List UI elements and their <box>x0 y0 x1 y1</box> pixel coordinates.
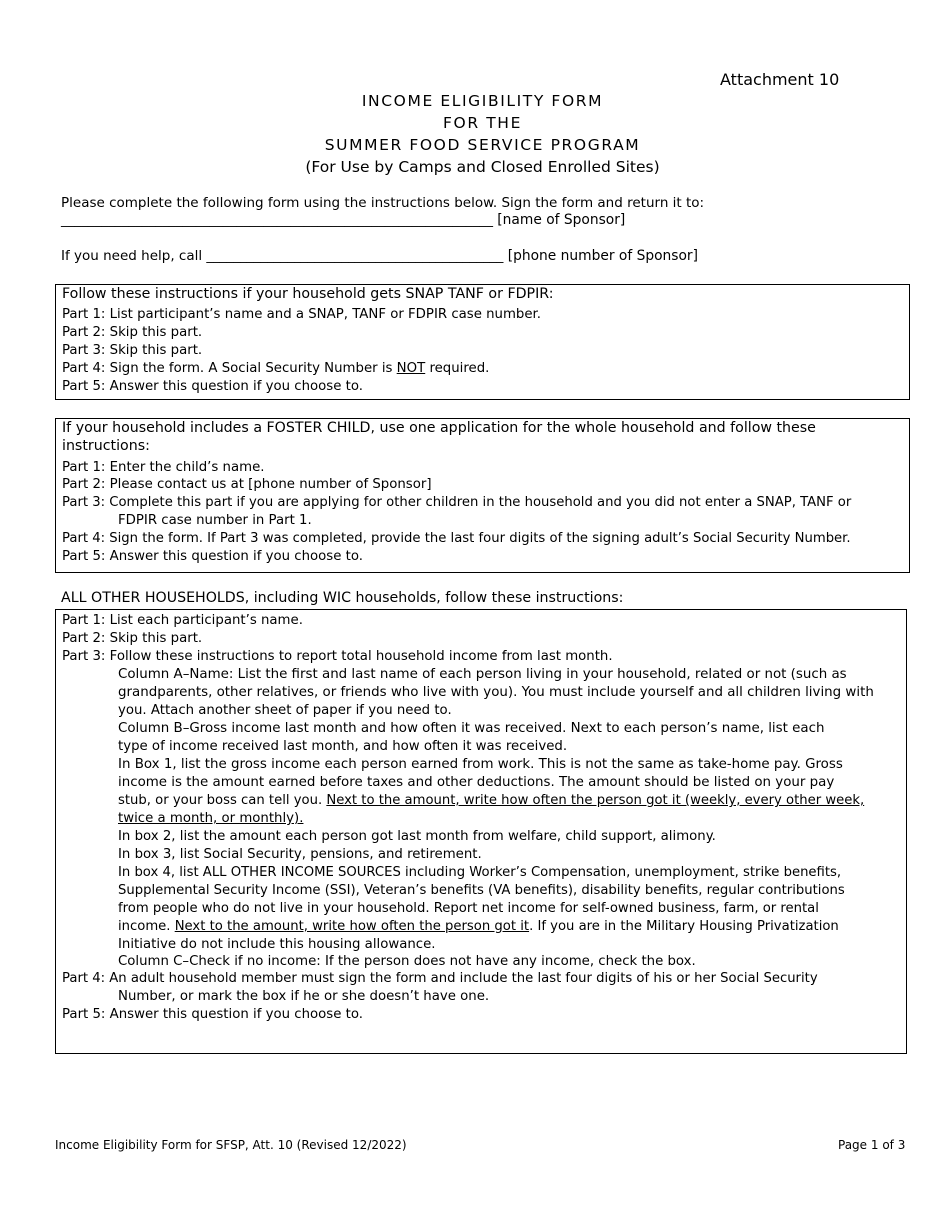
other-part-4: Part 4: An adult household member must sign the form and include the last four digits of his or her Social Security <box>62 971 818 986</box>
snap-heading: Follow these instructions if your household gets SNAP TANF or FDPIR: <box>62 286 554 302</box>
box-1-line-4: twice a month, or monthly). <box>118 811 304 826</box>
other-part-5: Part 5: Answer this question if you choose to. <box>62 1007 363 1022</box>
box-4-line-4 <box>118 918 839 936</box>
intro-text: Please complete the following form using the instructions below. Sign the form and return it to: <box>61 195 705 211</box>
box-1-line-3-text: stub, or your boss can tell you. <box>118 793 327 808</box>
snap-part-1: Part 1: List participant’s name and a SNAP, TANF or FDPIR case number. <box>62 307 542 322</box>
box-4-line-4-text: income. <box>118 919 175 934</box>
snap-part-4-text: Part 4: Sign the form. A Social Security Number is <box>62 361 397 376</box>
foster-heading-2: instructions: <box>62 438 150 454</box>
sponsor-name-label: [name of Sponsor] <box>497 212 626 228</box>
foster-heading-1: If your household includes a FOSTER CHILD, use one application for the whole household and follow these <box>62 420 816 436</box>
box-4-line-2: Supplemental Security Income (SSI), Veteran’s benefits (VA benefits), disability benefits, regular contributions <box>118 883 845 898</box>
foster-part-1: Part 1: Enter the child’s name. <box>62 460 265 475</box>
sponsor-name-blank: ________________________________________________________________ <box>61 212 493 228</box>
column-c-text: Column C–Check if no income: If the person does not have any income, check the box. <box>118 954 696 969</box>
other-part-3: Part 3: Follow these instructions to report total household income from last month. <box>62 649 613 664</box>
foster-part-4: Part 4: Sign the form. If Part 3 was completed, provide the last four digits of the signing adult’s Social Security Number. <box>62 531 851 546</box>
column-a-line-1: Column A–Name: List the first and last name of each person living in your household, related or not (such as <box>118 667 847 682</box>
attachment-label: Attachment 10 <box>720 70 840 89</box>
column-a-line-2: grandparents, other relatives, or friends who live with you). You must include yourself and all children living with <box>118 685 874 700</box>
snap-part-3: Part 3: Skip this part. <box>62 343 203 358</box>
other-part-2: Part 2: Skip this part. <box>62 631 203 646</box>
help-phone-blank: ____________________________________________ <box>206 248 504 264</box>
box-1-line-3 <box>118 792 864 810</box>
footer-form-id: Income Eligibility Form for SFSP, Att. 10 (Revised 12/2022) <box>55 1138 407 1152</box>
box-1-line-2: income is the amount earned before taxes and other deductions. The amount should be listed on your pay <box>118 775 835 790</box>
box-4-line-1: In box 4, list ALL OTHER INCOME SOURCES including Worker’s Compensation, unemployment, strike benefits, <box>118 865 842 880</box>
box-1-frequency-note: Next to the amount, write how often the person got it (weekly, every other week, <box>326 793 865 808</box>
column-b-line-1: Column B–Gross income last month and how often it was received. Next to each person’s name, list each <box>118 721 825 736</box>
snap-instructions-box <box>55 284 910 400</box>
snap-part-5: Part 5: Answer this question if you choose to. <box>62 379 363 394</box>
other-part-4-cont: Number, or mark the box if he or she doesn’t have one. <box>118 989 490 1004</box>
snap-part-4-tail: required. <box>425 361 490 376</box>
column-b-line-2: type of income received last month, and how often it was received. <box>118 739 568 754</box>
foster-part-3-cont: FDPIR case number in Part 1. <box>118 513 312 528</box>
box-4-frequency-note: Next to the amount, write how often the person got it <box>174 919 530 934</box>
help-phone-line <box>61 247 698 265</box>
foster-part-3: Part 3: Complete this part if you are applying for other children in the household and you did not enter a SNAP, TANF or <box>62 495 852 510</box>
box-4-line-4-tail: . If you are in the Military Housing Privatization <box>529 919 839 934</box>
foster-instructions-box <box>55 418 910 573</box>
snap-part-2: Part 2: Skip this part. <box>62 325 203 340</box>
box-4-line-3: from people who do not live in your household. Report net income for self-owned business, farm, or rental <box>118 901 819 916</box>
other-part-1: Part 1: List each participant’s name. <box>62 613 303 628</box>
box-1-line-1: In Box 1, list the gross income each person earned from work. This is not the same as take-home pay. Gross <box>118 757 843 772</box>
snap-part-4 <box>62 360 489 378</box>
form-title-line-1: INCOME ELIGIBILITY FORM <box>361 92 604 110</box>
form-title-line-3: SUMMER FOOD SERVICE PROGRAM <box>324 136 641 154</box>
box-2-text: In box 2, list the amount each person got last month from welfare, child support, alimony. <box>118 829 716 844</box>
foster-part-5: Part 5: Answer this question if you choose to. <box>62 549 363 564</box>
help-phone-label: [phone number of Sponsor] <box>507 248 698 264</box>
column-a-line-3: you. Attach another sheet of paper if you need to. <box>118 703 452 718</box>
other-households-heading: ALL OTHER HOUSEHOLDS, including WIC households, follow these instructions: <box>61 590 624 606</box>
other-instructions-box <box>55 609 907 1054</box>
box-4-line-5: Initiative do not include this housing allowance. <box>118 937 436 952</box>
snap-part-4-not: NOT <box>396 361 426 376</box>
form-subtitle: (For Use by Camps and Closed Enrolled Sites) <box>305 158 660 176</box>
form-title-line-2: FOR THE <box>443 114 522 132</box>
box-3-text: In box 3, list Social Security, pensions, and retirement. <box>118 847 482 862</box>
foster-part-2: Part 2: Please contact us at [phone number of Sponsor] <box>62 477 432 492</box>
sponsor-name-line <box>61 211 625 229</box>
help-prefix: If you need help, call <box>61 248 203 264</box>
footer-page-number: Page 1 of 3 <box>838 1138 906 1152</box>
